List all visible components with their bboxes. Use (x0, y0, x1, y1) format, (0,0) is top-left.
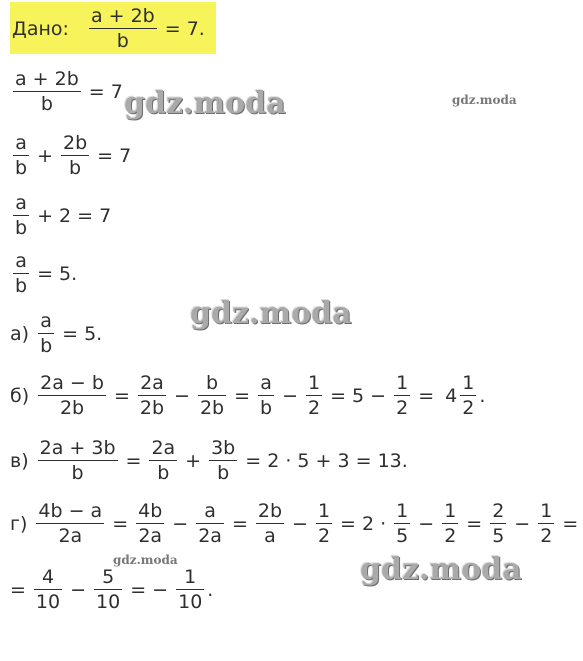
part-v: в) $\frac{2a + 3b}{b}$ = $\frac{2a}{b}$ + $\frac{3b}{b}$ = 2 · 5 + 3 = 13. (10, 437, 408, 484)
part-a-label: а) (10, 322, 30, 345)
watermark-text: gdz.moda (452, 93, 517, 107)
fraction: $\frac{a}{2a}$ (198, 500, 222, 547)
given-line (10, 2, 216, 54)
fraction: $\frac{4}{10}$ (35, 566, 61, 613)
fraction: $\frac{1}{2}$ (444, 500, 457, 547)
part-g-continuation: = $\frac{4}{10}$ − $\frac{5}{10}$ = − $\frac{1}{10}$ . (10, 566, 214, 613)
watermark-text: gdz.moda (360, 552, 522, 587)
fraction: $\frac{a}{b}$ (15, 192, 28, 239)
part-a: а) $\frac{a}{b}$ = 5. (10, 310, 103, 357)
fraction: $\frac{a + 2b}{b}$ (15, 68, 79, 115)
fraction: $\frac{2a + 3b}{b}$ (39, 437, 116, 484)
fraction: $\frac{b}{2b}$ (199, 372, 225, 419)
fraction: $\frac{a}{b}$ (15, 132, 28, 179)
watermark-text: gdz.moda (113, 553, 178, 567)
fraction: $\frac{4b - a}{2a}$ (38, 500, 103, 547)
watermark-text: gdz.moda (190, 296, 352, 331)
fraction: $\frac{2b}{b}$ (62, 132, 88, 179)
fraction: $\frac{1}{5}$ (396, 500, 409, 547)
part-g-label: г) (10, 512, 28, 535)
fraction: $\frac{a}{b}$ (260, 372, 273, 419)
fraction: $\frac{5}{10}$ (96, 566, 121, 613)
watermark-text: gdz.moda (124, 86, 286, 121)
given-fraction: $\frac{a + 2b}{b}$ (90, 5, 155, 52)
fraction: $\frac{1}{2}$ (462, 372, 475, 419)
given-label: Дано: (12, 17, 69, 40)
step-4: $\frac{a}{b}$ = 5. (15, 250, 78, 297)
fraction: $\frac{2a}{b}$ (151, 437, 176, 484)
fraction: $\frac{2a}{2b}$ (139, 372, 165, 419)
part-b: б) $\frac{2a - b}{2b}$ = $\frac{2a}{2b}$ − $\frac{b}{2b}$ = $\frac{a}{b}$ − $\frac{1}{2}$ = 5 − $\frac{1}{2}$ = 4 $\frac{1}{2}$ . (10, 372, 486, 419)
fraction: $\frac{2b}{a}$ (257, 500, 283, 547)
part-v-label: в) (10, 449, 29, 472)
part-g: г) $\frac{4b - a}{2a}$ = $\frac{4b}{2a}$ − $\frac{a}{2a}$ = $\frac{2b}{a}$ − $\frac{1}{2}$ = 2 · $\frac{1}{5}$ − $\frac{1}{2}$ = $\frac{2}{5}$ − $\frac{1}{2}$ = (10, 500, 579, 547)
step-1: $\frac{a + 2b}{b}$ = 7 (15, 68, 123, 115)
fraction: $\frac{1}{2}$ (540, 500, 553, 547)
fraction: $\frac{2}{5}$ (492, 500, 505, 547)
fraction: $\frac{1}{2}$ (396, 372, 409, 419)
part-b-label: б) (10, 384, 30, 407)
mixed-number: 4 $\frac{1}{2}$ (445, 372, 475, 419)
fraction: $\frac{a}{b}$ (40, 310, 53, 357)
fraction: $\frac{a}{b}$ (15, 250, 28, 297)
fraction: $\frac{2a - b}{2b}$ (40, 372, 104, 419)
step-2: $\frac{a}{b}$ + $\frac{2b}{b}$ = 7 (15, 132, 132, 179)
given-highlight: Дано: $\frac{a + 2b}{b}$ = 7. (10, 2, 216, 54)
fraction: $\frac{1}{2}$ (308, 372, 321, 419)
step-3: $\frac{a}{b}$ + 2 = 7 (15, 192, 112, 239)
fraction: $\frac{1}{2}$ (317, 500, 331, 547)
fraction: $\frac{1}{10}$ (178, 566, 203, 613)
fraction: $\frac{3b}{b}$ (211, 437, 236, 484)
fraction: $\frac{4b}{2a}$ (138, 500, 163, 547)
